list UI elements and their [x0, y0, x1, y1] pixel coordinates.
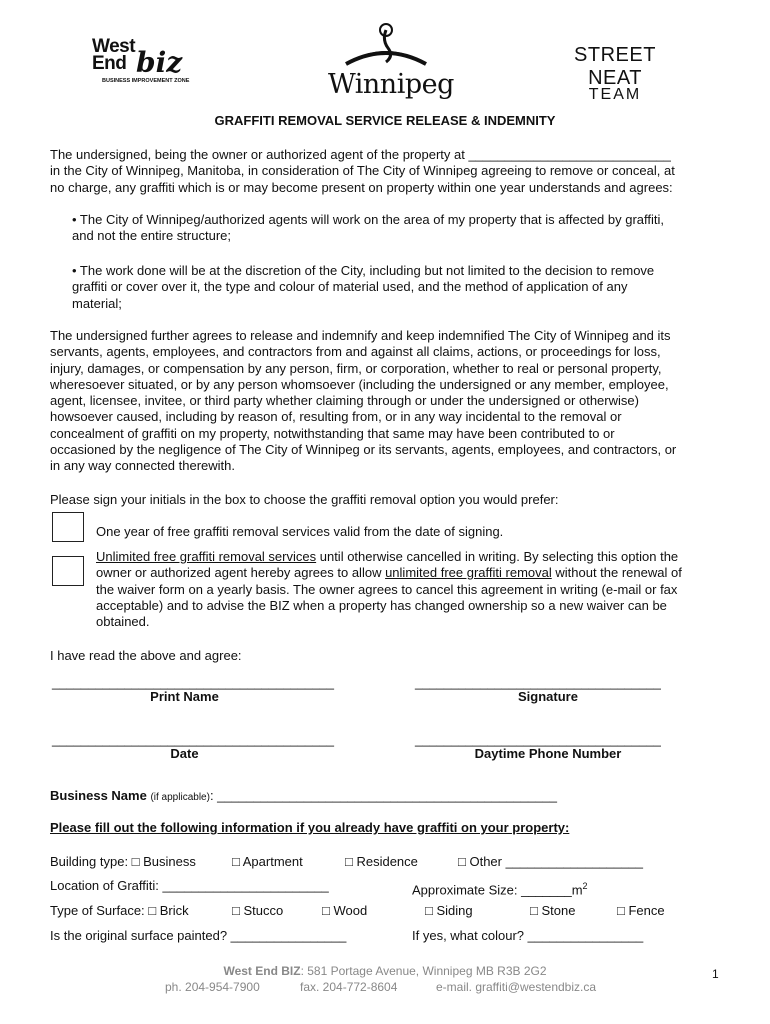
intro-line: no charge, any graffiti which is or may become present on property within one year understands and agrees: [50, 179, 673, 195]
business-name-line: : _______________________________________________ [209, 788, 557, 803]
option-1-initials-box[interactable] [52, 512, 84, 542]
indemnity-paragraph [50, 328, 720, 475]
option-2-label [96, 549, 720, 630]
indemnity-line: howsoever caused, including by reason of, resulting from, or in any way incidental to the removal or [50, 409, 622, 425]
option-2-line: the waiver form on a yearly basis. The owner agrees to cancel this agreement in writing (e-mail or fax [96, 581, 678, 597]
option-2-initials-box[interactable] [52, 556, 84, 586]
painted-question-field[interactable]: Is the original surface painted? ________________ [50, 928, 347, 943]
agree-statement: I have read the above and agree: [50, 648, 242, 663]
intro-line: The undersigned, being the owner or authorized agent of the property at ____________________________ [50, 147, 671, 162]
option-2-text: without the renewal of [551, 565, 682, 581]
indemnity-line: in any way connected therewith. [50, 458, 235, 474]
bullet-line: material; [72, 295, 122, 311]
indemnity-line: injury, damages, or compensation by any person, firm, or corporation, whether to real or personal property, [50, 360, 662, 376]
option-2-text: owner or authorized agent hereby agrees to allow [96, 565, 386, 581]
surface-fence[interactable]: □ Fence [617, 903, 665, 918]
logo-text-end: End [92, 53, 127, 74]
street-neat-team-logo [545, 44, 685, 104]
option-2-line [96, 565, 720, 581]
bullet-line: graffiti or cover over it, the type and colour of material used, and the method of application of any [72, 279, 628, 295]
phone-label: Daytime Phone Number [474, 746, 622, 761]
signature-line[interactable]: __________________________________ [415, 675, 661, 690]
location-of-graffiti-field[interactable]: Location of Graffiti: _______________________ [50, 878, 329, 893]
option-2-text: until otherwise cancelled in writing. By selecting this option the [316, 549, 679, 564]
logo-text-west: West [92, 36, 136, 57]
bullet-line: and not the entire structure; [72, 228, 231, 244]
winnipeg-logo [328, 20, 454, 102]
option-2-underlined-text: unlimited free graffiti removal [385, 565, 552, 581]
fill-out-heading: Please fill out the following information if you already have graffiti on your property: [50, 820, 570, 835]
option-2-line: acceptable) and to advise the BIZ when a property has changed ownership so a new waiver can be [96, 597, 667, 613]
footer-address-text: : 581 Portage Avenue, Winnipeg MB R3B 2G2 [300, 964, 547, 978]
footer-email: e-mail. graffiti@westendbiz.ca [436, 980, 597, 994]
surface-siding[interactable]: □ Siding [425, 903, 473, 918]
approximate-size-text: Approximate Size: _______m [412, 882, 583, 898]
indemnity-line: servants, agents, employees, and contractors from and against all claims, actions, or proceedings for loss, [50, 344, 661, 360]
footer-phone: ph. 204-954-7900 [165, 980, 260, 994]
signature-label: Signature [518, 689, 578, 704]
option-2-line: obtained. [96, 614, 150, 630]
building-type-business[interactable]: Building type: □ Business [50, 854, 196, 869]
surface-brick[interactable]: Type of Surface: □ Brick [50, 903, 189, 918]
squared-superscript: 2 [582, 881, 588, 891]
if-applicable-note: (if applicable) [150, 792, 210, 803]
footer-fax: fax. 204-772-8604 [300, 980, 398, 994]
bullet-2 [72, 263, 720, 312]
intro-paragraph [50, 147, 720, 196]
intro-line: in the City of Winnipeg, Manitoba, in consideration of The City of Winnipeg agreeing to remove or conceal, at [50, 163, 675, 179]
document-title: GRAFFITI REMOVAL SERVICE RELEASE & INDEMNITY [214, 113, 556, 128]
winnipeg-emblem-icon [328, 20, 443, 70]
colour-question-field[interactable]: If yes, what colour? ________________ [412, 928, 644, 943]
logo-text-team: TEAM [588, 86, 642, 103]
bullet-1 [72, 212, 720, 245]
bullet-line: • The City of Winnipeg/authorized agents will work on the area of my property that is affected by graffiti, [72, 212, 665, 227]
building-type-apartment[interactable]: □ Apartment [232, 854, 303, 869]
print-name-line[interactable]: _______________________________________ [52, 675, 334, 690]
option-2-underlined-text: Unlimited free graffiti removal services [96, 549, 317, 564]
indemnity-line: wheresoever situated, or by any person whomsoever (including the undersigned or any member, employee, [50, 376, 669, 392]
winnipeg-wordmark: Winnipeg [328, 69, 454, 100]
business-name-field[interactable] [50, 788, 557, 806]
business-name-label: Business Name [50, 788, 147, 803]
bullet-line: • The work done will be at the discretion of the City, including but not limited to the decision to remove [72, 263, 655, 278]
print-name-label: Print Name [150, 689, 219, 704]
footer-org: West End BIZ [223, 964, 301, 978]
page-number: 1 [712, 967, 719, 981]
footer-address [0, 964, 770, 978]
surface-stucco[interactable]: □ Stucco [232, 903, 284, 918]
logo-tagline: BUSINESS IMPROVEMENT ZONE [102, 78, 190, 84]
building-type-other[interactable]: □ Other ___________________ [458, 854, 643, 869]
surface-stone[interactable]: □ Stone [530, 903, 576, 918]
phone-line[interactable]: __________________________________ [415, 732, 661, 747]
indemnity-line: occasioned by the negligence of The City of Winnipeg or its servants, agents, employees, and contractors, or [50, 442, 677, 458]
west-end-biz-logo [88, 36, 218, 92]
surface-wood[interactable]: □ Wood [322, 903, 368, 918]
date-label: Date [170, 746, 199, 761]
approximate-size-field[interactable] [412, 878, 588, 899]
option-2-line [96, 549, 720, 565]
initials-prompt: Please sign your initials in the box to choose the graffiti removal option you would prefer: [50, 492, 559, 507]
logo-text-biz: biz [136, 46, 183, 79]
indemnity-line: agent, licensee, invitee, or third party whether claiming through or under the undersigned or otherwise) [50, 393, 639, 409]
date-line[interactable]: _______________________________________ [52, 732, 334, 747]
indemnity-line: The undersigned further agrees to release and indemnify and keep indemnified The City of Winnipeg and its [50, 328, 671, 343]
indemnity-line: concealment of graffiti on my property, notwithstanding that same may have been contributed to or [50, 425, 615, 441]
building-type-residence[interactable]: □ Residence [345, 854, 418, 869]
logo-text-street-neat: STREET NEAT [574, 44, 656, 89]
option-1-label: One year of free graffiti removal services valid from the date of signing. [96, 524, 504, 539]
